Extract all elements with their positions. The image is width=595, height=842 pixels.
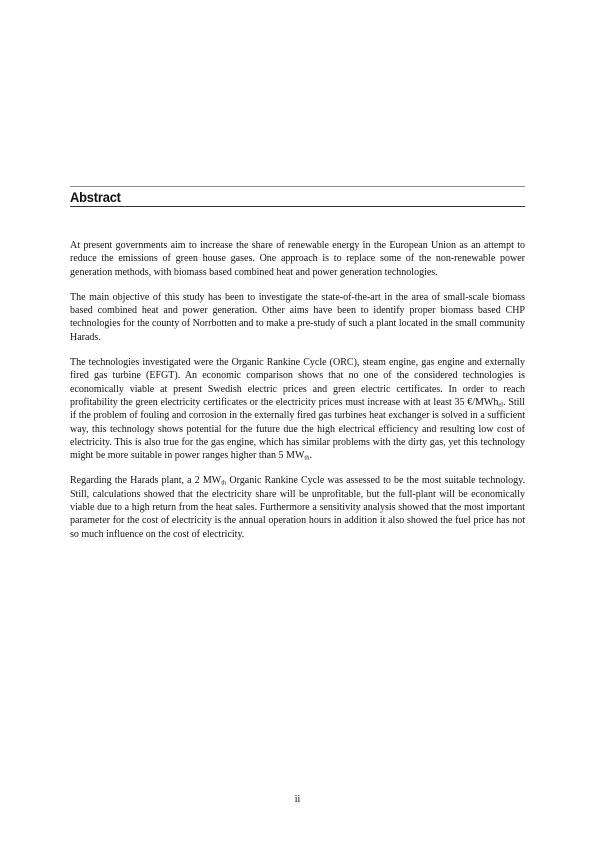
section-heading: Abstract (70, 189, 121, 205)
paragraph-3-text-b: . Still if the problem of fouling and corrosion in the externally fired gas turbines heat exchanger is solved in a sufficient way, this technology shows potential for the future due the high electrical efficiency and resulting low cost of electricity. This is also true for the gas engine, which has similar problems with the dirty gas, yet this technology might be more suitable in power ranges higher than 5 MW (70, 396, 525, 462)
paragraph-4-text-a: Regarding the Harads plant, a 2 MW (70, 475, 222, 487)
paragraph-1: At present governments aim to increase the share of renewable energy in the European Union as an attempt to reduce the emissions of green house gases. One approach is to replace some of the non-renewable power generation methods, with biomass based combined heat and power generation technologies. (70, 240, 525, 278)
subscript-th: th (304, 454, 310, 462)
page-number: ii (294, 794, 301, 805)
heading-bottom-rule (70, 206, 525, 207)
paragraph-4 (70, 474, 525, 540)
paragraph-3 (70, 356, 525, 462)
paragraph-4-text-b: Organic Rankine Cycle was assessed to be the most suitable technology. Still, calculations showed that the electricity share will be unprofitable, but the full-plant will be economically viable due to a high return from the heat sales. Furthermore a sensitivity analysis showed that the most important parameter for the cost of electricity is the annual operation hours in addition it also showed the fuel price has not so much influence on the cost of electricity. (70, 475, 525, 540)
paragraph-3-text-c: . (309, 450, 312, 462)
paragraph-2: The main objective of this study has been to investigate the state-of-the-art in the area of small-scale biomass based combined heat and power generation. Other aims have been to identify proper biomass based CHP technologies for the county of Norrbotten and to make a pre-study of such a plant located in the small community Harads. (70, 291, 525, 343)
heading-top-rule (70, 186, 525, 187)
paragraph-3-text-a: The technologies investigated were the Organic Rankine Cycle (ORC), steam engine, gas engine and externally fired gas turbine (EFGT). An economic comparison shows that no one of the considered technologies is economically viable at present Swedish electric prices and green electric certificates. In order to reach profitability the green electricity certificates or the electricity prices must increase with at least 35 €/MWh (70, 357, 525, 408)
subscript-el: el (498, 401, 504, 409)
abstract-body (70, 239, 525, 553)
subscript-th: th (221, 479, 227, 487)
